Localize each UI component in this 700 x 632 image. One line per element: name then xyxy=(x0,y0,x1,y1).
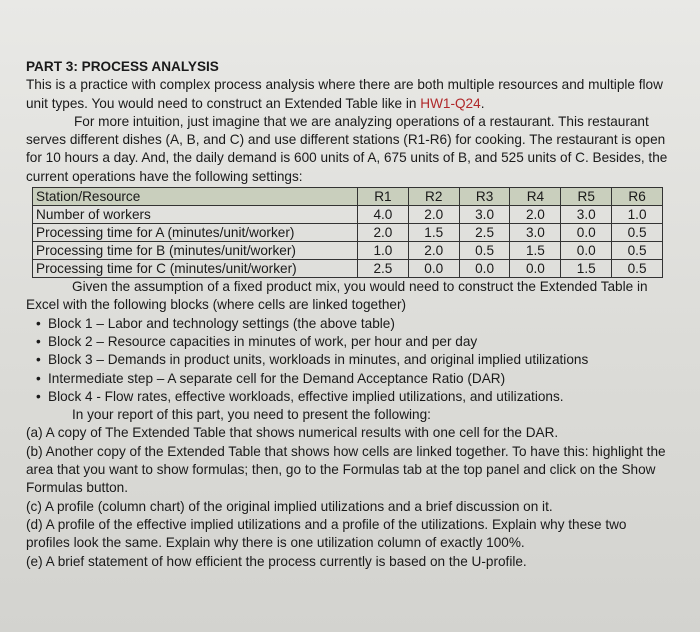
table-cell: 0.0 xyxy=(408,260,459,278)
table-cell: 0.5 xyxy=(612,224,663,242)
table-row xyxy=(33,224,663,242)
list-item: (c) A profile (column chart) of the original implied utilizations and a brief discussion on it. xyxy=(26,498,553,514)
table-cell: 1.0 xyxy=(358,242,409,260)
table-cell: 2.0 xyxy=(408,206,459,224)
row-label: Number of workers xyxy=(33,206,358,224)
table-cell: 2.5 xyxy=(459,224,510,242)
table-cell: 0.0 xyxy=(561,242,612,260)
table-cell: 1.5 xyxy=(408,224,459,242)
blocks-intro-paragraph: Given the assumption of a fixed product mix, you would need to construct the Extended Table in Excel with the following blocks (where cells are linked together) xyxy=(26,279,648,313)
table-cell: 0.5 xyxy=(612,242,663,260)
blocks-list xyxy=(26,315,670,406)
list-item: (d) A profile of the effective implied utilizations and a profile of the utilizations. Explain why these two profiles look the same. Explain why there is one utilization column of exactly 100%. xyxy=(26,516,627,551)
table-cell: 4.0 xyxy=(358,206,409,224)
header-cell: R6 xyxy=(612,188,663,206)
row-label: Processing time for C (minutes/unit/worker) xyxy=(33,260,358,278)
table-cell: 2.5 xyxy=(358,260,409,278)
table-row xyxy=(33,206,663,224)
table-cell: 0.0 xyxy=(561,224,612,242)
intro-text: This is a practice with complex process analysis where there are both multiple resources and multiple flow unit types. You would need to construct an Extended Table like in xyxy=(26,77,663,111)
hw-reference-link: HW1-Q24 xyxy=(420,95,481,111)
list-item: • Block 1 – Labor and technology settings (the above table) xyxy=(36,315,670,333)
table-cell: 0.5 xyxy=(612,260,663,278)
header-cell: R2 xyxy=(408,188,459,206)
header-cell: Station/Resource xyxy=(33,188,358,206)
list-item: • Intermediate step – A separate cell for the Demand Acceptance Ratio (DAR) xyxy=(36,370,670,388)
table-cell: 2.0 xyxy=(510,206,561,224)
table-cell: 2.0 xyxy=(358,224,409,242)
table-row xyxy=(33,260,663,278)
table-cell: 0.0 xyxy=(510,260,561,278)
list-item: (e) A brief statement of how efficient the process currently is based on the U-profile. xyxy=(26,553,527,569)
table-cell: 3.0 xyxy=(459,206,510,224)
header-cell: R1 xyxy=(358,188,409,206)
list-item: (b) Another copy of the Extended Table that shows how cells are linked together. To have this: highlight the area that you want to show formulas; then, go to the Formulas tab at the top panel and click on the Show Formulas button. xyxy=(26,443,666,496)
list-item: • Block 3 – Demands in product units, workloads in minutes, and original implied utilizations xyxy=(36,351,670,369)
table-cell: 0.5 xyxy=(459,242,510,260)
table-cell: 3.0 xyxy=(561,206,612,224)
intro-end: . xyxy=(480,95,485,111)
report-intro: In your report of this part, you need to present the following: xyxy=(72,407,431,423)
list-item: • Block 2 – Resource capacities in minutes of work, per hour and per day xyxy=(36,333,670,351)
table-row xyxy=(33,242,663,260)
header-cell: R3 xyxy=(459,188,510,206)
section-heading: PART 3: PROCESS ANALYSIS xyxy=(26,59,219,74)
restaurant-paragraph: For more intuition, just imagine that we are analyzing operations of a restaurant. This restaurant serves different dishes (A, B, and C) and use different stations (R1-R6) for cooking. The restaurant is open for 10 hours a day. And, the daily demand is 600 units of A, 675 units of B, and 525 units of C. Besides, the current operations have the following settings: xyxy=(26,113,668,184)
document-page xyxy=(26,58,670,571)
table-cell: 1.0 xyxy=(612,206,663,224)
table-cell: 0.0 xyxy=(459,260,510,278)
row-label: Processing time for B (minutes/unit/worker) xyxy=(33,242,358,260)
table-header-row xyxy=(33,188,663,206)
table-cell: 3.0 xyxy=(510,224,561,242)
row-label: Processing time for A (minutes/unit/worker) xyxy=(33,224,358,242)
header-cell: R4 xyxy=(510,188,561,206)
intro-paragraph xyxy=(26,76,670,113)
list-item: • Block 4 - Flow rates, effective workloads, effective implied utilizations, and utilizations. xyxy=(36,388,670,406)
list-item: (a) A copy of The Extended Table that shows numerical results with one cell for the DAR. xyxy=(26,425,559,441)
table-cell: 2.0 xyxy=(408,242,459,260)
table-cell: 1.5 xyxy=(561,260,612,278)
table-cell: 1.5 xyxy=(510,242,561,260)
settings-table xyxy=(32,187,663,278)
header-cell: R5 xyxy=(561,188,612,206)
